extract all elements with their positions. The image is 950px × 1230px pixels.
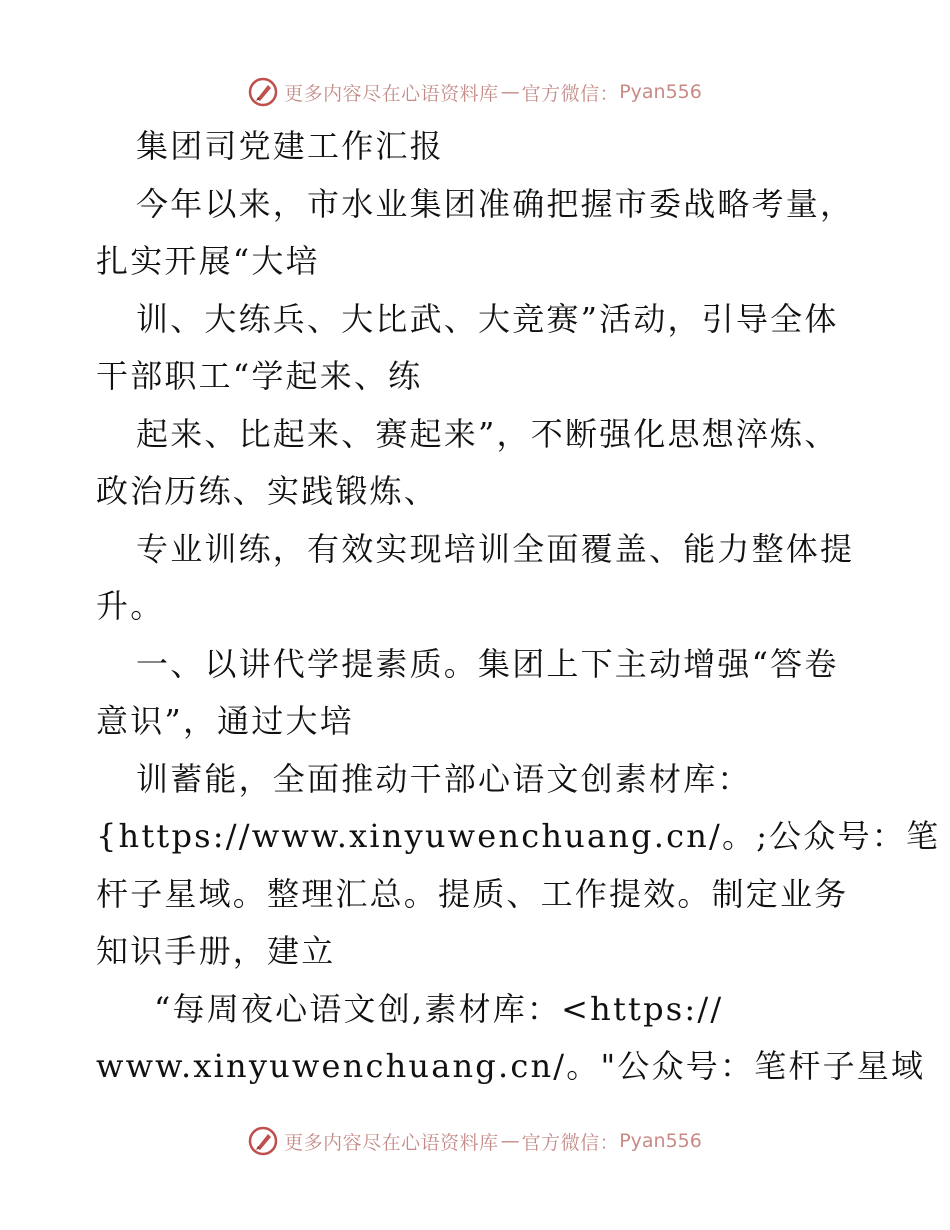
header-watermark bbox=[0, 72, 950, 112]
paragraph-line: 扎实开展“大培 bbox=[96, 242, 320, 280]
paragraph-line: 训、大练兵、大比武、大竞赛”活动，引导全体 bbox=[136, 299, 839, 338]
paragraph-line: 干部职工“学起来、练 bbox=[96, 357, 423, 395]
quill-pen-logo-icon bbox=[248, 1126, 278, 1156]
watermark-account: Pyan556 bbox=[619, 81, 702, 103]
watermark-label: 官方微信： bbox=[521, 1131, 620, 1154]
paragraph-line: 专业训练，有效实现培训全面覆盖、能力整体提 bbox=[136, 529, 855, 568]
paragraph-line: “每周夜心语文创,素材库：<https:// bbox=[154, 989, 724, 1028]
watermark-site-text: 更多内容尽在心语资料库 bbox=[284, 1131, 499, 1154]
paragraph-line: 意识”，通过大培 bbox=[96, 702, 354, 740]
paragraph-line: 训蓄能，全面推动干部心语文创素材库： bbox=[136, 759, 752, 798]
watermark-dash: — bbox=[500, 81, 520, 103]
quill-pen-logo-icon bbox=[248, 77, 278, 107]
paragraph-line: 起来、比起来、赛起来”，不断强化思想淬炼、 bbox=[136, 414, 839, 453]
paragraph-line: 杆子星域。整理汇总。提质、工作提效。制定业务 bbox=[96, 874, 849, 913]
paragraph-line: 政治历练、实践锻炼、 bbox=[96, 472, 439, 510]
paragraph-line: 今年以来，市水业集团准确把握市委战略考量， bbox=[136, 184, 855, 223]
watermark-label: 官方微信： bbox=[521, 82, 620, 105]
document-title: 集团司党建工作汇报 bbox=[136, 127, 444, 165]
document-body bbox=[96, 118, 941, 1096]
watermark-site-text: 更多内容尽在心语资料库 bbox=[284, 82, 499, 105]
paragraph-line: 升。 bbox=[96, 587, 165, 625]
watermark-dash: — bbox=[500, 1130, 520, 1152]
footer-watermark bbox=[0, 1121, 950, 1161]
paragraph-line: 知识手册，建立 bbox=[96, 932, 336, 970]
watermark-account: Pyan556 bbox=[619, 1130, 702, 1152]
paragraph-line: {https://www.xinyuwenchuang.cn/。;公众号：笔 bbox=[96, 817, 941, 855]
section-heading-line: 一、以讲代学提素质。集团上下主动增强“答卷 bbox=[136, 644, 839, 683]
paragraph-line: www.xinyuwenchuang.cn/。"公众号：笔杆子星域 bbox=[96, 1047, 926, 1085]
